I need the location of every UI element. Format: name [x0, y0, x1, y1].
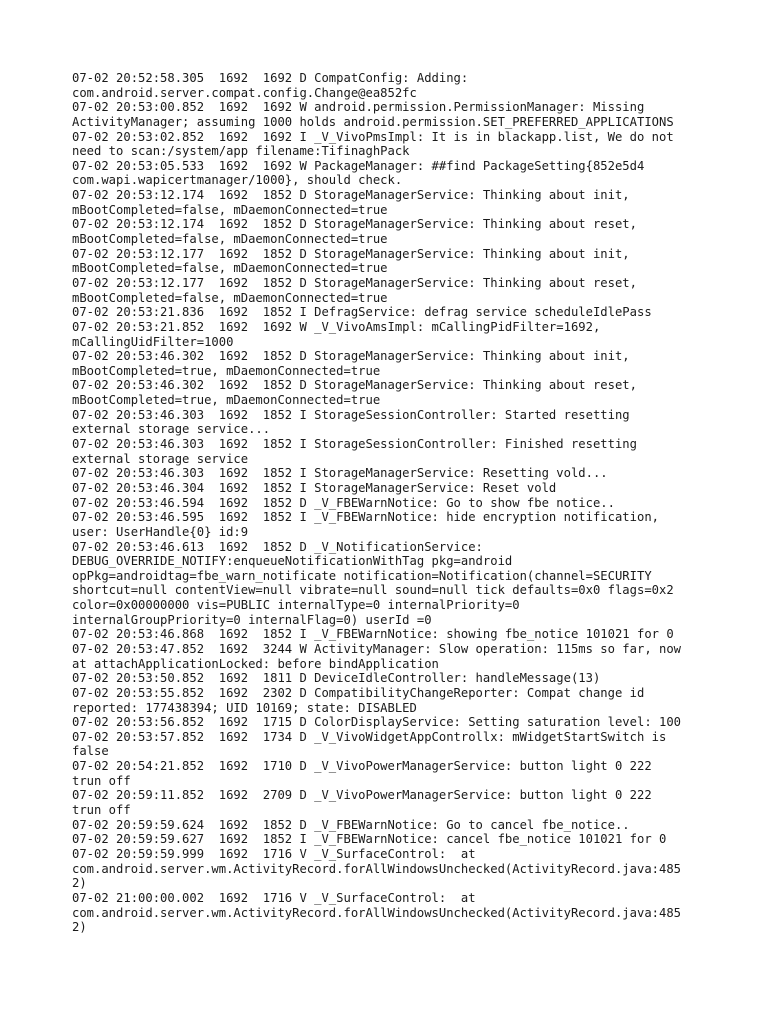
- log-line: 07-02 20:53:46.302 1692 1852 D StorageManagerService: Thinking about init,: [72, 349, 630, 364]
- log-line: 07-02 20:59:59.627 1692 1852 I _V_FBEWarnNotice: cancel fbe_notice 101021 for 0: [72, 832, 667, 847]
- log-line: color=0x00000000 vis=PUBLIC internalType=0 internalPriority=0: [72, 598, 520, 613]
- log-line: shortcut=null contentView=null vibrate=null sound=null tick defaults=0x0 flags=0x2: [72, 583, 674, 598]
- log-line: internalGroupPriority=0 internalFlag=0) userId =0: [72, 612, 432, 627]
- log-line: 07-02 20:53:46.595 1692 1852 I _V_FBEWarnNotice: hide encryption notification,: [72, 510, 659, 525]
- log-line: 07-02 20:53:00.852 1692 1692 W android.permission.PermissionManager: Missing: [72, 100, 645, 115]
- log-line: 2): [72, 920, 87, 935]
- log-line: 07-02 20:53:46.303 1692 1852 I StorageSessionController: Finished resetting: [72, 437, 637, 452]
- log-line: mBootCompleted=true, mDaemonConnected=true: [72, 363, 381, 378]
- log-line: 07-02 20:53:12.177 1692 1852 D StorageManagerService: Thinking about init,: [72, 246, 630, 261]
- log-line: mBootCompleted=false, mDaemonConnected=true: [72, 290, 388, 305]
- log-line: mBootCompleted=false, mDaemonConnected=true: [72, 261, 388, 276]
- log-line: com.android.server.compat.config.Change@ea852fc: [72, 85, 417, 100]
- log-line: 2): [72, 876, 87, 891]
- log-line: trun off: [72, 773, 131, 788]
- log-line: need to scan:/system/app filename:TifinaghPack: [72, 144, 410, 159]
- log-line: 07-02 20:53:05.533 1692 1692 W PackageManager: ##find PackageSetting{852e5d4: [72, 158, 645, 173]
- log-line: 07-02 20:59:59.624 1692 1852 D _V_FBEWarnNotice: Go to cancel fbe_notice..: [72, 817, 630, 832]
- log-line: 07-02 20:53:21.852 1692 1692 W _V_VivoAmsImpl: mCallingPidFilter=1692,: [72, 319, 601, 334]
- log-line: at attachApplicationLocked: before bindApplication: [72, 656, 439, 671]
- log-line: mCallingUidFilter=1000: [72, 334, 234, 349]
- log-line: 07-02 20:53:12.177 1692 1852 D StorageManagerService: Thinking about reset,: [72, 275, 637, 290]
- log-line: false: [72, 744, 109, 759]
- log-line: 07-02 20:54:21.852 1692 1710 D _V_VivoPowerManagerService: button light 0 222: [72, 759, 652, 774]
- log-line: reported: 177438394; UID 10169; state: DISABLED: [72, 700, 417, 715]
- log-line: 07-02 20:53:46.303 1692 1852 I StorageSessionController: Started resetting: [72, 407, 630, 422]
- log-line: 07-02 20:53:46.613 1692 1852 D _V_NotificationService:: [72, 539, 483, 554]
- log-line: 07-02 20:53:47.852 1692 3244 W ActivityManager: Slow operation: 115ms so far, now: [72, 641, 682, 656]
- log-line: 07-02 20:59:59.999 1692 1716 V _V_SurfaceControl: at: [72, 846, 476, 861]
- log-line: 07-02 20:53:57.852 1692 1734 D _V_VivoWidgetAppControllx: mWidgetStartSwitch is: [72, 729, 667, 744]
- log-line: trun off: [72, 803, 131, 818]
- log-line: 07-02 20:52:58.305 1692 1692 D CompatConfig: Adding:: [72, 71, 469, 85]
- log-line: 07-02 20:53:55.852 1692 2302 D CompatibilityChangeReporter: Compat change id: [72, 685, 645, 700]
- log-text-block: [72, 71, 702, 935]
- log-line: 07-02 21:00:00.002 1692 1716 V _V_SurfaceControl: at: [72, 890, 476, 905]
- log-line: 07-02 20:53:12.174 1692 1852 D StorageManagerService: Thinking about reset,: [72, 217, 637, 232]
- log-line: 07-02 20:53:46.594 1692 1852 D _V_FBEWarnNotice: Go to show fbe notice..: [72, 495, 615, 510]
- log-line: opPkg=androidtag=fbe_warn_notificate notification=Notification(channel=SECURITY: [72, 568, 652, 583]
- log-line: user: UserHandle{0} id:9: [72, 524, 249, 539]
- log-line: mBootCompleted=false, mDaemonConnected=true: [72, 202, 388, 217]
- log-line: DEBUG_OVERRIDE_NOTIFY:enqueueNotificationWithTag pkg=android: [72, 554, 513, 569]
- log-line: 07-02 20:53:12.174 1692 1852 D StorageManagerService: Thinking about init,: [72, 188, 630, 203]
- log-line: 07-02 20:53:46.304 1692 1852 I StorageManagerService: Reset vold: [72, 480, 557, 495]
- log-line: com.android.server.wm.ActivityRecord.forAllWindowsUnchecked(ActivityRecord.java:485: [72, 905, 682, 920]
- log-line: 07-02 20:53:02.852 1692 1692 I _V_VivoPmsImpl: It is in blackapp.list, We do not: [72, 129, 674, 144]
- log-line: 07-02 20:53:46.303 1692 1852 I StorageManagerService: Resetting vold...: [72, 466, 608, 481]
- log-line: 07-02 20:53:50.852 1692 1811 D DeviceIdleController: handleMessage(13): [72, 671, 601, 686]
- log-line: 07-02 20:53:21.836 1692 1852 I DefragService: defrag service scheduleIdlePass: [72, 305, 652, 320]
- log-line: mBootCompleted=false, mDaemonConnected=true: [72, 232, 388, 247]
- log-line: 07-02 20:53:46.868 1692 1852 I _V_FBEWarnNotice: showing fbe_notice 101021 for 0: [72, 627, 674, 642]
- log-line: com.wapi.wapicertmanager/1000}, should check.: [72, 173, 403, 188]
- log-line: 07-02 20:59:11.852 1692 2709 D _V_VivoPowerManagerService: button light 0 222: [72, 788, 652, 803]
- log-line: com.android.server.wm.ActivityRecord.forAllWindowsUnchecked(ActivityRecord.java:485: [72, 861, 682, 876]
- log-line: external storage service: [72, 451, 249, 466]
- log-line: external storage service...: [72, 422, 271, 437]
- log-line: ActivityManager; assuming 1000 holds android.permission.SET_PREFERRED_APPLICATIONS: [72, 114, 674, 129]
- log-line: mBootCompleted=true, mDaemonConnected=true: [72, 393, 381, 408]
- log-line: 07-02 20:53:56.852 1692 1715 D ColorDisplayService: Setting saturation level: 100: [72, 715, 682, 730]
- log-line: 07-02 20:53:46.302 1692 1852 D StorageManagerService: Thinking about reset,: [72, 378, 637, 393]
